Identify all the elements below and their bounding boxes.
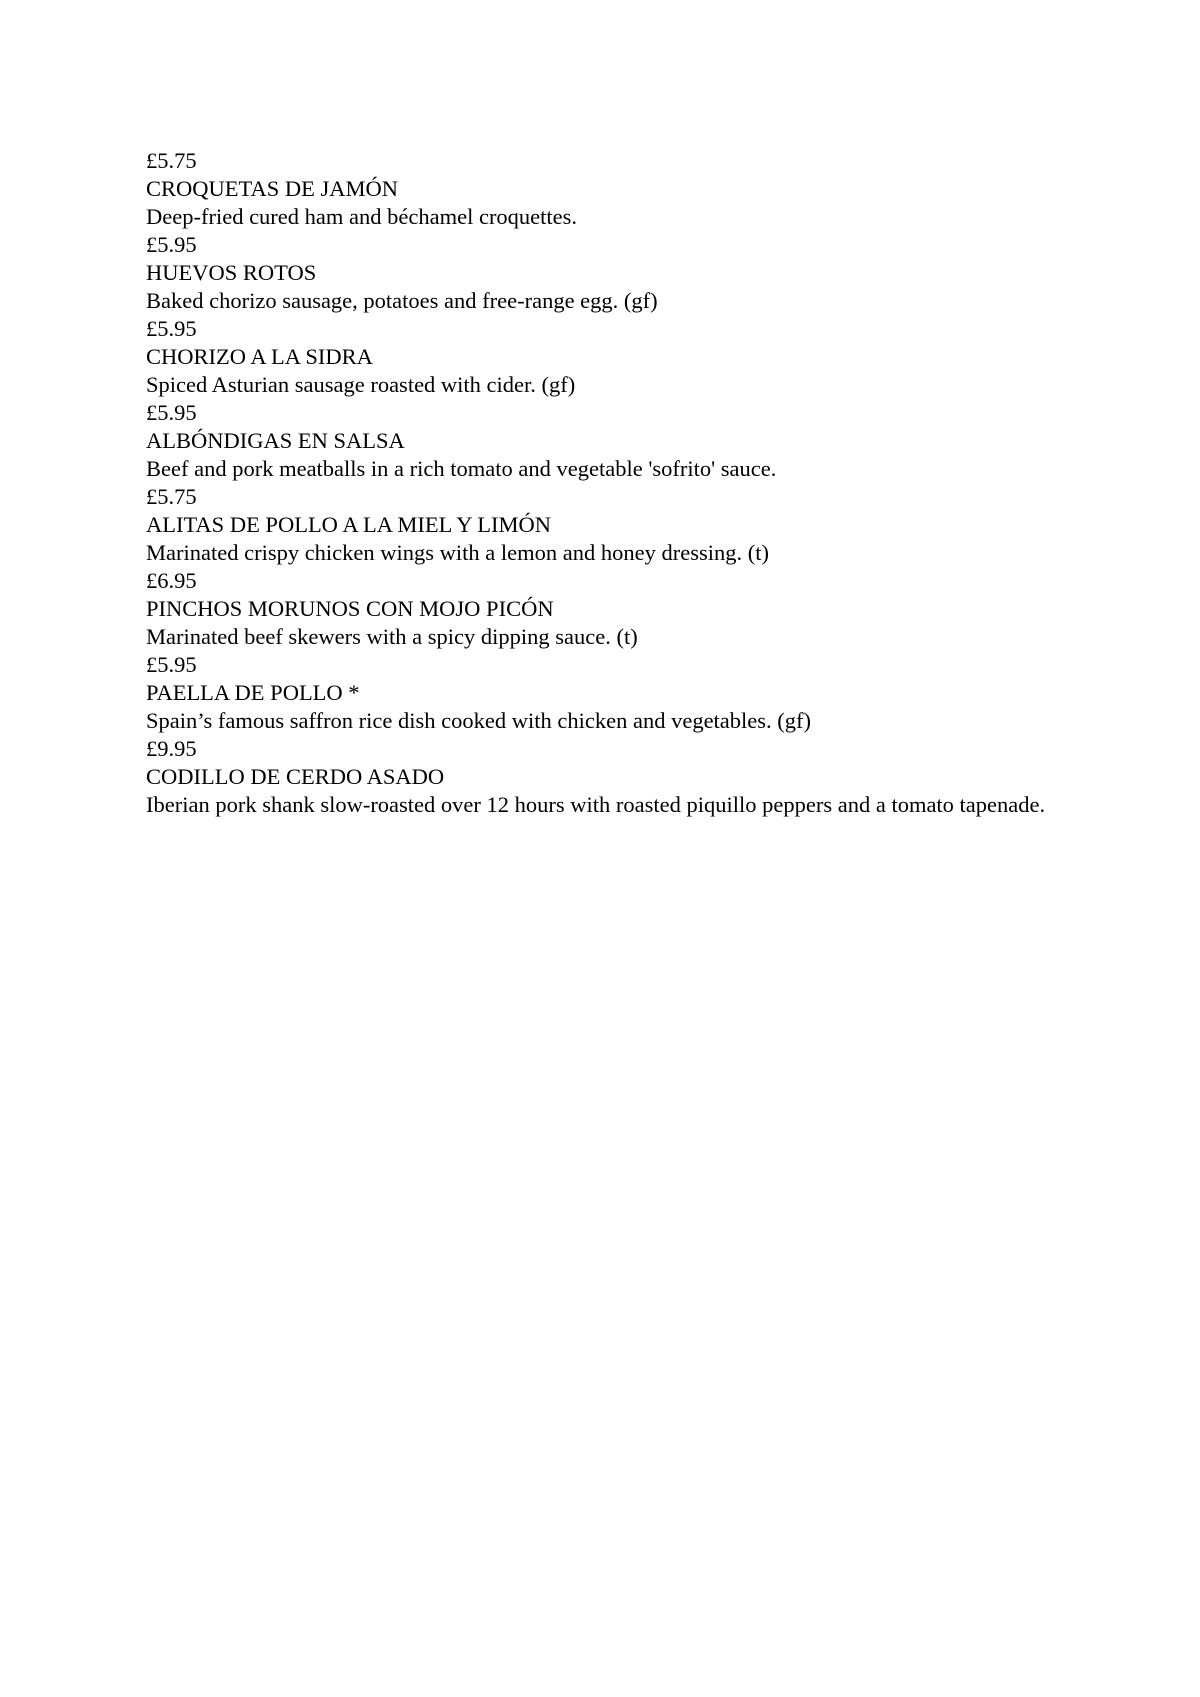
item-price-alitas: £6.95 bbox=[146, 568, 197, 593]
item-name-huevos-rotos: HUEVOS ROTOS bbox=[146, 260, 317, 285]
item-name-pinchos: PINCHOS MORUNOS CON MOJO PICÓN bbox=[146, 596, 554, 621]
item-price-croquetas: £5.95 bbox=[146, 232, 197, 257]
item-price-albondigas: £5.75 bbox=[146, 484, 197, 509]
item-name-codillo: CODILLO DE CERDO ASADO bbox=[146, 764, 445, 789]
item-description-pinchos: Marinated beef skewers with a spicy dipping sauce. (t) bbox=[146, 624, 638, 649]
menu-list bbox=[146, 147, 1046, 819]
item-price-chorizo: £5.95 bbox=[146, 400, 197, 425]
item-description-codillo: Iberian pork shank slow-roasted over 12 hours with roasted piquillo peppers and a tomato tapenade. bbox=[146, 792, 1046, 817]
item-name-chorizo: CHORIZO A LA SIDRA bbox=[146, 344, 373, 369]
item-name-alitas: ALITAS DE POLLO A LA MIEL Y LIMÓN bbox=[146, 512, 552, 537]
item-price-huevos-rotos: £5.95 bbox=[146, 316, 197, 341]
item-name-albondigas: ALBÓNDIGAS EN SALSA bbox=[146, 428, 405, 453]
item-description-chorizo: Spiced Asturian sausage roasted with cider. (gf) bbox=[146, 372, 576, 397]
item-price-pinchos: £5.95 bbox=[146, 652, 197, 677]
price-leading: £5.75 bbox=[146, 148, 197, 173]
item-name-croquetas: CROQUETAS DE JAMÓN bbox=[146, 176, 398, 201]
item-description-paella: Spain’s famous saffron rice dish cooked with chicken and vegetables. (gf) bbox=[146, 708, 812, 733]
item-description-alitas: Marinated crispy chicken wings with a lemon and honey dressing. (t) bbox=[146, 540, 769, 565]
item-description-albondigas: Beef and pork meatballs in a rich tomato and vegetable 'sofrito' sauce. bbox=[146, 456, 777, 481]
item-description-huevos-rotos: Baked chorizo sausage, potatoes and free-range egg. (gf) bbox=[146, 288, 658, 313]
item-name-paella: PAELLA DE POLLO * bbox=[146, 680, 360, 705]
item-price-paella: £9.95 bbox=[146, 736, 197, 761]
item-description-croquetas: Deep-fried cured ham and béchamel croquettes. bbox=[146, 204, 578, 229]
